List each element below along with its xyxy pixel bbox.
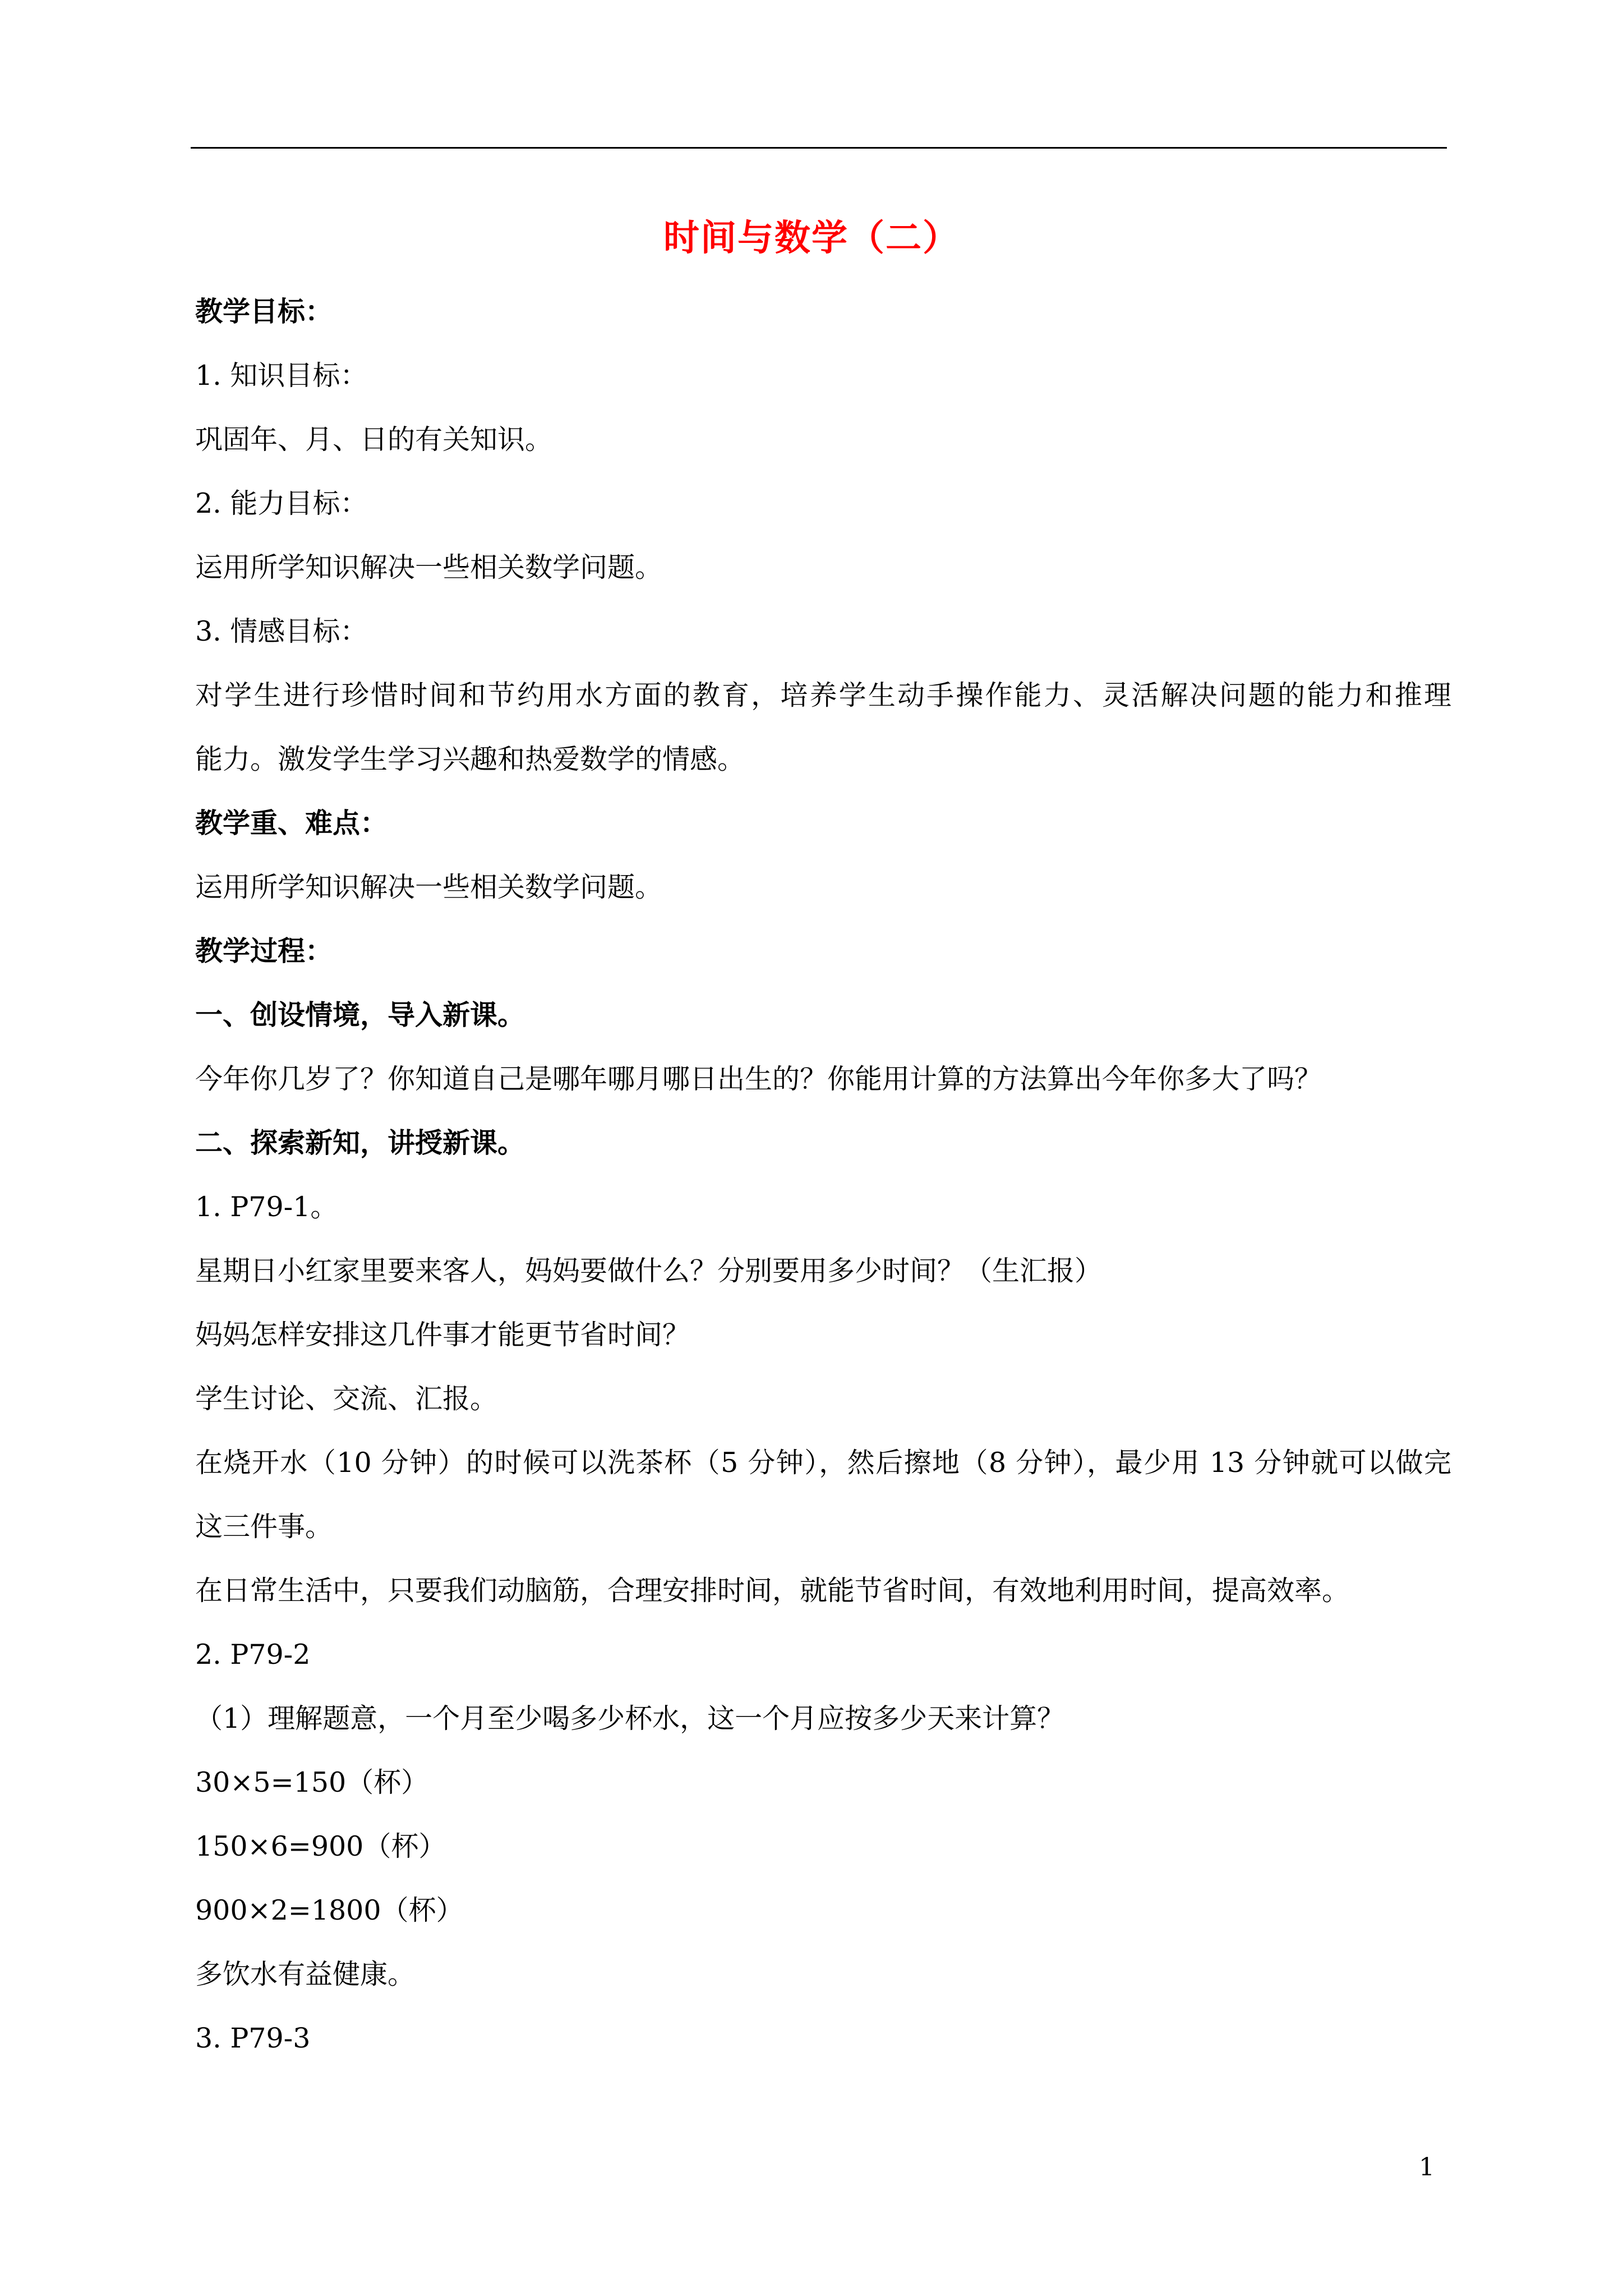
- key-points-text: 运用所学知识解决一些相关数学问题。: [195, 871, 663, 903]
- page-number: 1: [1419, 2153, 1435, 2182]
- exercise-1-answer-line-1: 在烧开水（10 分钟）的时候可以洗茶杯（5 分钟），然后擦地（8 分钟），最少用 13 分钟就可以做完: [195, 1447, 1451, 1479]
- section-heading-teaching-process: 教学过程：: [195, 935, 333, 967]
- exercise-2-conclusion: 多饮水有益健康。: [195, 1958, 416, 1990]
- exercise-1-prompt: 妈妈怎样安排这几件事才能更节省时间？: [195, 1319, 690, 1351]
- header-rule: [191, 147, 1447, 149]
- exercise-3-label: 3. P79-3: [195, 2022, 311, 2054]
- exercise-1-label: 1. P79-1。: [195, 1191, 338, 1223]
- section-heading-key-points: 教学重、难点：: [195, 807, 388, 839]
- exercise-1-question: 星期日小红家里要来客人，妈妈要做什么？分别要用多少时间？（生汇报）: [195, 1255, 1103, 1287]
- goal-knowledge-text: 巩固年、月、日的有关知识。: [195, 424, 553, 455]
- exercise-1-discussion: 学生讨论、交流、汇报。: [195, 1383, 498, 1415]
- document-body: [195, 295, 1451, 2086]
- goal-emotion-label: 3. 情感目标：: [195, 615, 368, 647]
- step-one-heading: 一、创设情境，导入新课。: [195, 999, 525, 1031]
- exercise-2-calc-1: 30×5=150（杯）: [195, 1766, 429, 1798]
- exercise-2-question: （1）理解题意，一个月至少喝多少杯水，这一个月应按多少天来计算？: [195, 1703, 1065, 1734]
- exercise-2-calc-2: 150×6=900（杯）: [195, 1830, 446, 1862]
- goal-ability-text: 运用所学知识解决一些相关数学问题。: [195, 551, 663, 583]
- goal-emotion-text-line-2: 能力。激发学生学习兴趣和热爱数学的情感。: [195, 743, 745, 775]
- section-heading-teaching-goals: 教学目标：: [195, 296, 333, 328]
- exercise-2-calc-3: 900×2=1800（杯）: [195, 1894, 464, 1926]
- document-title: 时间与数学（二）: [663, 218, 960, 259]
- goal-ability-label: 2. 能力目标：: [195, 487, 368, 519]
- goal-emotion-text-line-1: 对学生进行珍惜时间和节约用水方面的教育，培养学生动手操作能力、灵活解决问题的能力和推理: [195, 679, 1451, 711]
- exercise-1-conclusion: 在日常生活中，只要我们动脑筋，合理安排时间，就能节省时间，有效地利用时间，提高效率。: [195, 1575, 1350, 1607]
- exercise-2-label: 2. P79-2: [195, 1639, 311, 1671]
- exercise-1-answer-line-2: 这三件事。: [195, 1511, 333, 1543]
- step-two-heading: 二、探索新知，讲授新课。: [195, 1127, 525, 1159]
- goal-knowledge-label: 1. 知识目标：: [195, 360, 368, 392]
- step-one-text: 今年你几岁了？你知道自己是哪年哪月哪日出生的？你能用计算的方法算出今年你多大了吗？: [195, 1063, 1322, 1095]
